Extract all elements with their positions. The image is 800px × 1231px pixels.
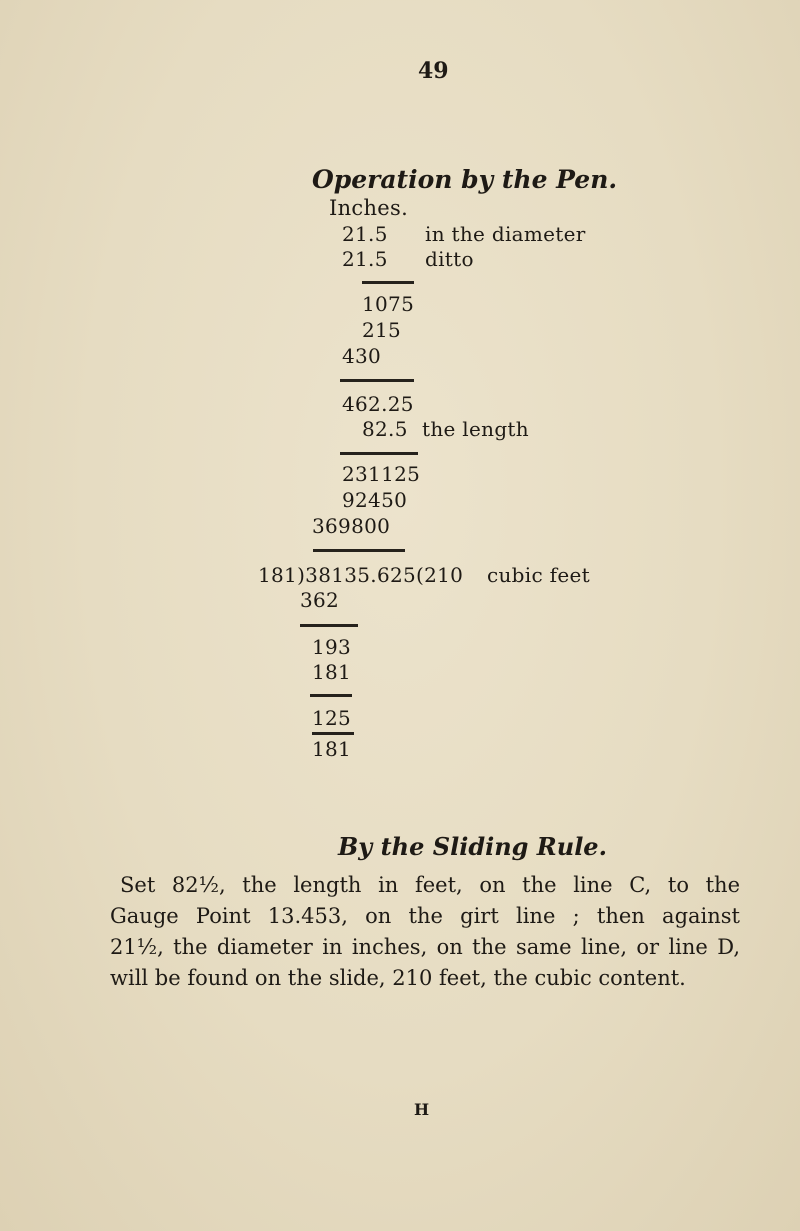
- length-label: the length: [422, 417, 529, 441]
- section-heading-sliding-rule: By the Sliding Rule.: [338, 832, 607, 861]
- remainder-1: 193: [312, 635, 352, 659]
- area-product: 462.25: [342, 392, 414, 416]
- diameter-label: in the diameter: [425, 222, 586, 246]
- rule-6: [310, 694, 352, 697]
- paragraph-line: will be found on the slide, 210 feet, the cubic content.: [110, 966, 686, 990]
- diameter-value-2: 21.5: [342, 247, 388, 271]
- subtrahend-2: 181: [312, 660, 352, 684]
- paragraph-line: 21½, the diameter in inches, on the same line, or line D,: [110, 935, 740, 959]
- diameter-value-1: 21.5: [342, 222, 388, 246]
- length-value: 82.5: [362, 417, 408, 441]
- sliding-rule-paragraph: [110, 870, 740, 994]
- rule-2: [340, 379, 414, 382]
- paragraph-line: Set 82½, the length in feet, on the line C, to the: [120, 873, 740, 897]
- page-number: 49: [418, 58, 449, 84]
- rule-4: [313, 549, 405, 552]
- section-heading-pen: Operation by the Pen.: [312, 165, 618, 194]
- unit-label: Inches.: [329, 196, 409, 220]
- remainder-2: 125: [312, 706, 352, 730]
- partial-product-2: 215: [362, 318, 402, 342]
- long-division: 181)38135.625(210: [258, 563, 464, 587]
- partial-product-1: 1075: [362, 292, 415, 316]
- rule-7: [312, 732, 354, 735]
- rule-1: [362, 281, 414, 284]
- subtrahend-1: 362: [300, 588, 340, 612]
- partial-product-3: 430: [342, 344, 382, 368]
- paragraph-line: Gauge Point 13.453, on the girt line ; then against: [110, 904, 740, 928]
- rule-3: [340, 452, 418, 455]
- subtrahend-3: 181: [312, 737, 352, 761]
- partial-product-6: 369800: [312, 514, 391, 538]
- rule-5: [300, 624, 358, 627]
- ditto-label: ditto: [425, 247, 474, 271]
- cubic-feet-label: cubic feet: [487, 563, 590, 587]
- partial-product-5: 92450: [342, 488, 408, 512]
- signature-mark: H: [414, 1100, 430, 1119]
- partial-product-4: 231125: [342, 462, 421, 486]
